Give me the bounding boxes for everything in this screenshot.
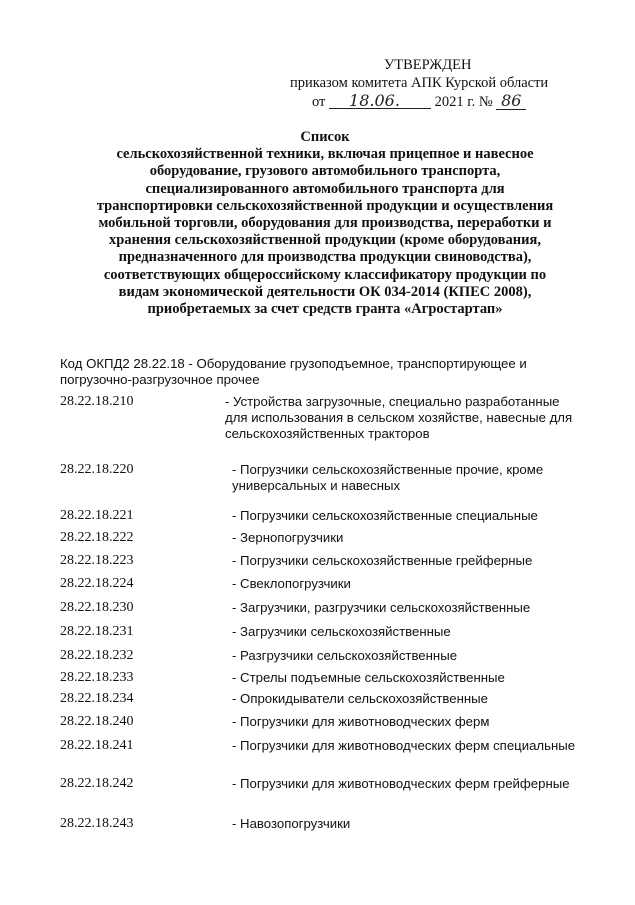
document-title-line: транспортировки сельскохозяйственной продукции и осуществления (96, 197, 554, 214)
item-description: - Погрузчики сельскохозяйственные грейферные (232, 553, 533, 568)
item-description: - Погрузчики для животноводческих ферм грейферные (232, 776, 570, 791)
document-title-line: соответствующих общероссийскому классификатору продукции по (103, 266, 547, 283)
handwritten-number: 86 (496, 92, 526, 110)
item-description: - Погрузчики сельскохозяйственные прочие, кроме универсальных и навесных (232, 462, 544, 493)
from-label: от (312, 94, 326, 110)
item-description: - Опрокидыватели сельскохозяйственные (232, 691, 488, 706)
item-code: 28.22.18.223 (60, 553, 134, 568)
document-title (70, 129, 580, 318)
item-code: 28.22.18.243 (60, 816, 134, 831)
document-title-line: хранения сельскохозяйственной продукции (кроме оборудования, (109, 232, 541, 249)
approval-date-line (290, 92, 580, 111)
item-code: 28.22.18.221 (60, 508, 134, 523)
document-title-line: мобильной торговли, оборудования для производства, переработки и (98, 215, 552, 232)
item-code: 28.22.18.222 (60, 530, 134, 545)
document-title-line: оборудование, грузового автомобильного транспорта, (149, 163, 501, 180)
item-code: 28.22.18.234 (60, 691, 134, 706)
item-description: - Разгрузчики сельскохозяйственные (232, 648, 458, 663)
item-description: - Загрузчики сельскохозяйственные (232, 624, 451, 639)
handwritten-date: 18.06. (329, 92, 431, 109)
item-code: 28.22.18.224 (60, 576, 134, 591)
item-description: - Навозопогрузчики (232, 816, 351, 831)
document-title-heading: Список (300, 129, 350, 145)
item-description: - Свеклопогрузчики (232, 576, 351, 591)
item-code: 28.22.18.233 (60, 670, 134, 685)
approval-title: УТВЕРЖДЕН (384, 57, 472, 73)
item-code: 28.22.18.241 (60, 738, 134, 753)
item-code: 28.22.18.240 (60, 714, 134, 729)
year-number-label: 2021 г. № (434, 94, 493, 110)
item-description: - Загрузчики, разгрузчики сельскохозяйственные (232, 600, 531, 615)
item-code: 28.22.18.220 (60, 462, 134, 477)
item-description: - Погрузчики сельскохозяйственные специальные (232, 508, 538, 523)
document-title-line: предназначенного для производства продукции свиноводства), (118, 249, 532, 266)
item-code: 28.22.18.232 (60, 648, 134, 663)
approval-order-line: приказом комитета АПК Курской области (290, 75, 549, 91)
section-header: Код ОКПД2 28.22.18 - Оборудование грузоподъемное, транспортирующее и погрузочно-разгрузочное прочее (60, 356, 527, 387)
item-code: 28.22.18.242 (60, 776, 134, 791)
item-description: - Устройства загрузочные, специально разработанные для использования в сельском хозяйстве, навесные для сельскохозяйственных тракторов (225, 394, 573, 441)
item-code: 28.22.18.230 (60, 600, 134, 615)
item-code: 28.22.18.231 (60, 624, 134, 639)
item-description: - Погрузчики для животноводческих ферм специальные (232, 738, 576, 753)
document-title-line: сельскохозяйственной техники, включая прицепное и навесное (116, 146, 534, 163)
approval-block (290, 56, 580, 111)
item-description: - Зернопогрузчики (232, 530, 344, 545)
item-description: - Стрелы подъемные сельскохозяйственные (232, 670, 505, 685)
document-title-line: специализированного автомобильного транспорта для (145, 180, 505, 197)
document-title-line: видам экономической деятельности ОК 034-2014 (КПЕС 2008), (118, 283, 532, 300)
item-code: 28.22.18.210 (60, 394, 134, 409)
item-description: - Погрузчики для животноводческих ферм (232, 714, 490, 729)
document-title-line: приобретаемых за счет средств гранта «Агростартап» (147, 301, 503, 318)
